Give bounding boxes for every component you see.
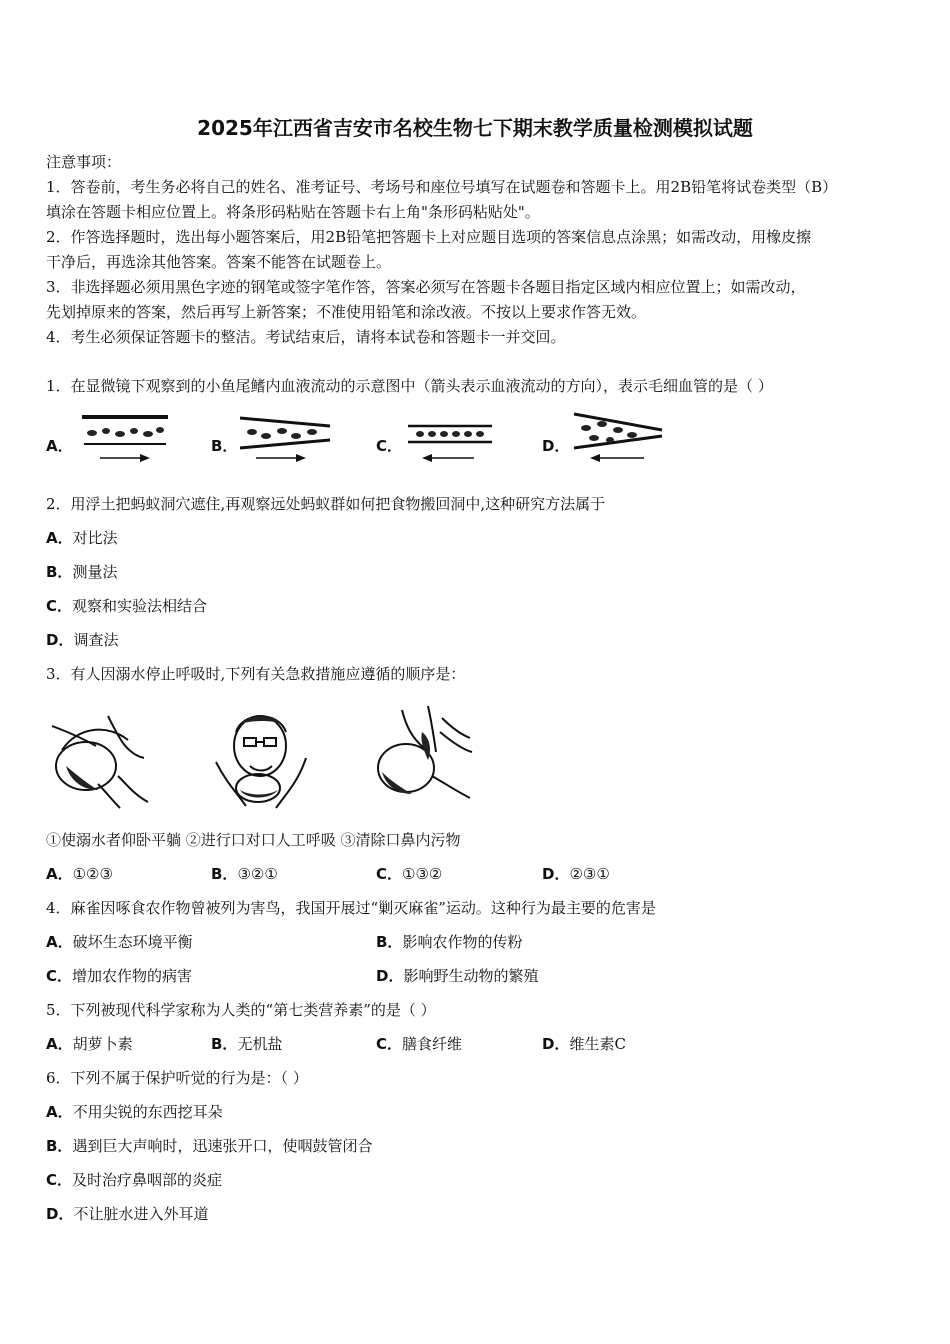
q4-option-c[interactable] (46, 966, 192, 986)
option-label: D． (542, 865, 570, 883)
q5-option-a[interactable] (46, 1034, 133, 1054)
q6-option-c[interactable] (46, 1170, 222, 1190)
question-3-stem: 3．有人因溺水停止呼吸时,下列有关急救措施应遵循的顺序是： (46, 665, 466, 683)
option-label: A． (46, 1103, 73, 1121)
notice-line: 填涂在答题卡相应位置上。将条形码粘贴在答题卡右上角"条形码粘贴处"。 (46, 203, 540, 221)
option-label: B． (376, 933, 403, 951)
option-text: 及时治疗鼻咽部的炎症 (72, 1171, 223, 1189)
option-label: D． (542, 1035, 570, 1053)
option-label: C． (376, 865, 403, 883)
option-text: 观察和实验法相结合 (72, 597, 208, 615)
option-text: 遇到巨大声响时，迅速张开口，使咽鼓管闭合 (72, 1137, 373, 1155)
option-label: A． (46, 865, 73, 883)
option-text: 维生素C (569, 1035, 626, 1053)
q3-steps: ①使溺水者仰卧平躺 ②进行口对口人工呼吸 ③清除口鼻内污物 (46, 831, 461, 849)
q4-option-a[interactable] (46, 932, 193, 952)
q2-option-a[interactable] (46, 528, 118, 548)
q6-option-b[interactable] (46, 1136, 372, 1156)
notice-line: 2．作答选择题时，选出每小题答案后，用2B铅笔把答题卡上对应题目选项的答案信息点涂黑；如需改动，用橡皮擦 (46, 228, 812, 246)
option-text: 对比法 (72, 529, 118, 547)
option-label: A． (46, 1035, 73, 1053)
q4-option-b[interactable] (376, 932, 522, 952)
vessel-diagram-d (572, 410, 666, 466)
q1-option-a-label[interactable]: A． (46, 437, 73, 455)
q4-option-d[interactable] (376, 966, 538, 986)
question-1-stem: 1．在显微镜下观察到的小鱼尾鳍内血液流动的示意图中（箭头表示血液流动的方向），表示毛细血管的是（ ） (46, 377, 773, 395)
option-label: A． (46, 933, 73, 951)
option-label: B． (46, 563, 73, 581)
notice-line: 先划掉原来的答案，然后再写上新答案；不准使用铅笔和涂改液。不按以上要求作答无效。 (46, 303, 647, 321)
option-text: ①③② (402, 865, 443, 883)
question-5-stem: 5．下列被现代科学家称为人类的“第七类营养素”的是（ ） (46, 1001, 436, 1019)
q3-option-d[interactable] (542, 864, 610, 884)
first-aid-illustration-1 (48, 706, 152, 810)
option-text: 调查法 (73, 631, 119, 649)
q2-option-c[interactable] (46, 596, 207, 616)
q5-option-d[interactable] (542, 1034, 626, 1054)
option-label: C． (376, 1035, 403, 1053)
option-label: D． (46, 631, 74, 649)
option-label: D． (376, 967, 404, 985)
q3-option-c[interactable] (376, 864, 442, 884)
option-text: 不让脏水进入外耳道 (73, 1205, 209, 1223)
q3-option-b[interactable] (211, 864, 278, 884)
option-label: D． (46, 1205, 74, 1223)
option-text: 无机盐 (237, 1035, 283, 1053)
option-text: ①②③ (72, 865, 113, 883)
option-text: 破坏生态环境平衡 (72, 933, 193, 951)
page-title: 2025年江西省吉安市名校生物七下期末教学质量检测模拟试题 (197, 116, 753, 140)
first-aid-illustration-3 (372, 702, 476, 806)
notice-line: 1．答卷前，考生务必将自己的姓名、准考证号、考场号和座位号填写在试题卷和答题卡上。用2B铅笔将试卷类型（B） (46, 178, 838, 196)
q5-option-c[interactable] (376, 1034, 462, 1054)
q6-option-d[interactable] (46, 1204, 208, 1224)
option-text: 膳食纤维 (402, 1035, 463, 1053)
option-label: C． (46, 967, 73, 985)
option-text: 增加农作物的病害 (72, 967, 193, 985)
vessel-diagram-b (238, 412, 334, 464)
question-2-stem: 2．用浮土把蚂蚁洞穴遮住,再观察远处蚂蚁群如何把食物搬回洞中,这种研究方法属于 (46, 495, 606, 513)
q2-option-d[interactable] (46, 630, 118, 650)
option-text: ③②① (237, 865, 278, 883)
question-6-stem: 6．下列不属于保护听觉的行为是：（ ） (46, 1069, 308, 1087)
option-label: B． (46, 1137, 73, 1155)
notice-line: 3．非选择题必须用黑色字迹的钢笔或签字笔作答，答案必须写在答题卡各题目指定区域内相应位置上；如需改动， (46, 278, 806, 296)
notice-line: 4．考生必须保证答题卡的整洁。考试结束后，请将本试卷和答题卡一并交回。 (46, 328, 566, 346)
option-label: B． (211, 865, 238, 883)
option-text: 影响野生动物的繁殖 (403, 967, 539, 985)
question-4-stem: 4．麻雀因啄食农作物曾被列为害鸟，我国开展过“剿灭麻雀”运动。这种行为最主要的危害是 (46, 899, 656, 917)
q1-option-b-label[interactable]: B． (211, 437, 238, 455)
option-text: ②③① (569, 865, 610, 883)
q3-option-a[interactable] (46, 864, 113, 884)
option-label: C． (46, 597, 73, 615)
option-label: B． (211, 1035, 238, 1053)
option-text: 测量法 (72, 563, 118, 581)
q6-option-a[interactable] (46, 1102, 223, 1122)
option-label: A． (46, 529, 73, 547)
vessel-diagram-a (80, 412, 172, 464)
option-text: 影响农作物的传粉 (402, 933, 523, 951)
first-aid-illustration-2 (206, 702, 318, 812)
notice-line: 干净后，再选涂其他答案。答案不能答在试题卷上。 (46, 253, 392, 271)
q5-option-b[interactable] (211, 1034, 282, 1054)
vessel-diagram-c (404, 412, 496, 464)
q1-option-d-label[interactable]: D． (542, 437, 570, 455)
option-text: 胡萝卜素 (72, 1035, 133, 1053)
option-label: C． (46, 1171, 73, 1189)
q2-option-b[interactable] (46, 562, 117, 582)
q1-option-c-label[interactable]: C． (376, 437, 403, 455)
notice-heading: 注意事项： (46, 153, 122, 171)
option-text: 不用尖锐的东西挖耳朵 (72, 1103, 223, 1121)
